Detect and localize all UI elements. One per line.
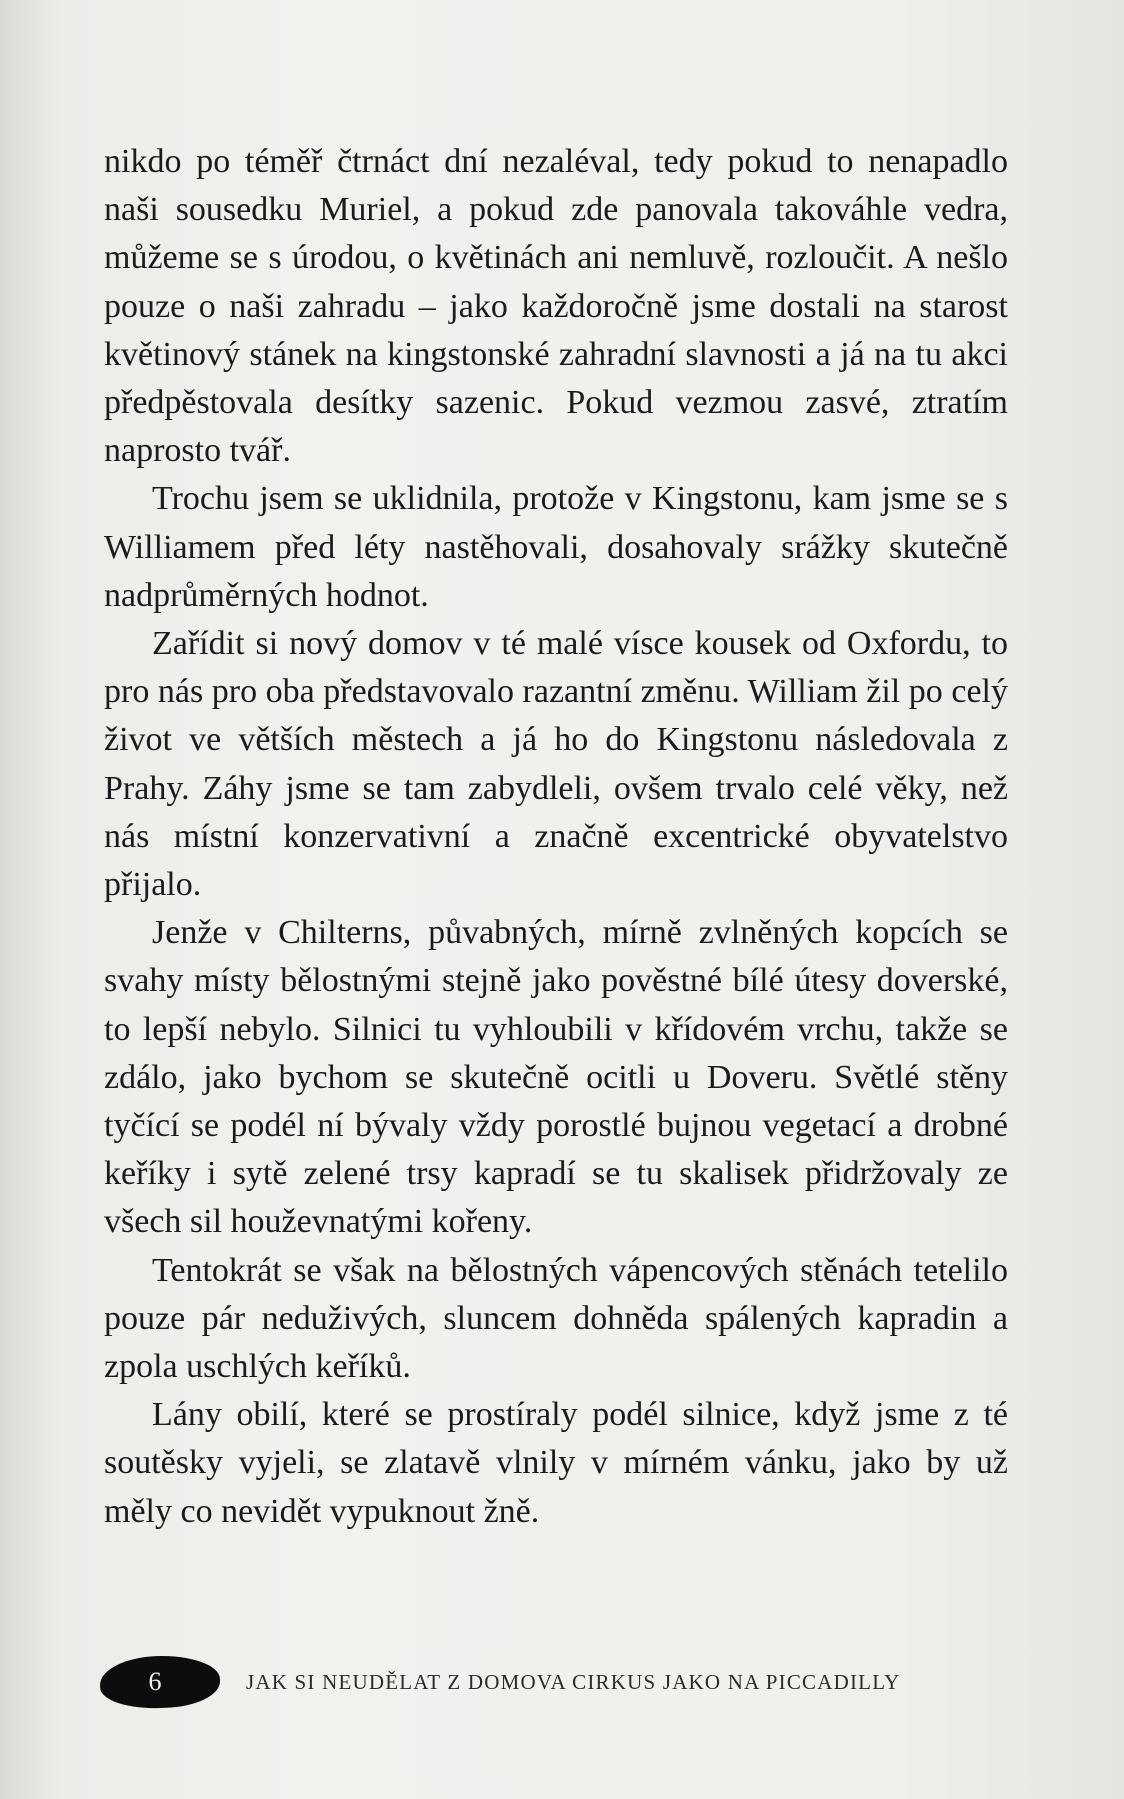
- body-text: [104, 138, 1008, 1536]
- page-footer: [100, 1652, 1000, 1712]
- paragraph: Lány obilí, které se prostíraly podél silnice, když jsme z té soutěsky vyjeli, se zlatavě vlnily v mírném vánku, jako by už měly co nevidět vypuknout žně.: [104, 1396, 1008, 1530]
- paragraph: Tentokrát se však na bělostných vápencových stěnách tetelilo pouze pár neduživých, sluncem dohněda spálených kapradin a zpola uschlých keříků.: [104, 1251, 1008, 1386]
- paragraph: Trochu jsem se uklidnila, protože v Kingstonu, kam jsme se s Williamem před léty nastěhovali, dosahovaly srážky skutečně nadprůměrných hodnot.: [104, 480, 1008, 614]
- paragraph: Jenže v Chilterns, půvabných, mírně zvlněných kopcích se svahy místy bělostnými stejně jako pověstné bílé útesy doverské, to lepší nebylo. Silnici tu vyhloubili v křídovém vrchu, takže se zdálo, jako bychom se skutečně ocitli u Doveru. Světlé stěny tyčící se podél ní bývaly vždy porostlé bujnou vegetací a drobné keříky i sytě zelené trsy kapradí se tu skalisek přidržovaly ze všech sil houževnatými kořeny.: [104, 914, 1008, 1241]
- running-title: JAK SI NEUDĚLAT Z DOMOVA CIRKUS JAKO NA PICCADILLY: [246, 1670, 901, 1694]
- page-number: 6: [148, 1667, 162, 1696]
- paragraph: Zařídit si nový domov v té malé vísce kousek od Oxfordu, to pro nás pro oba představovalo razantní změnu. William žil po celý život ve větších městech a já ho do Kingstonu následovala z Prahy. Záhy jsme se tam zabydleli, ovšem trvalo celé věky, než nás místní konzervativní a značně excentrické obyvatelstvo přijalo.: [104, 625, 1008, 904]
- paragraph: nikdo po téměř čtrnáct dní nezaléval, tedy pokud to nenapadlo naši sousedku Muriel, a pokud zde panovala takováhle vedra, můžeme se s úrodou, o květinách ani nemluvě, rozloučit. A nešlo pouze o naši zahradu – jako každoročně jsme dostali na starost květinový stánek na kingstonské zahradní slavnosti a já na tu akci předpěstovala desítky sazenic. Pokud vezmou zasvé, ztratím naprosto tvář.: [104, 143, 1008, 470]
